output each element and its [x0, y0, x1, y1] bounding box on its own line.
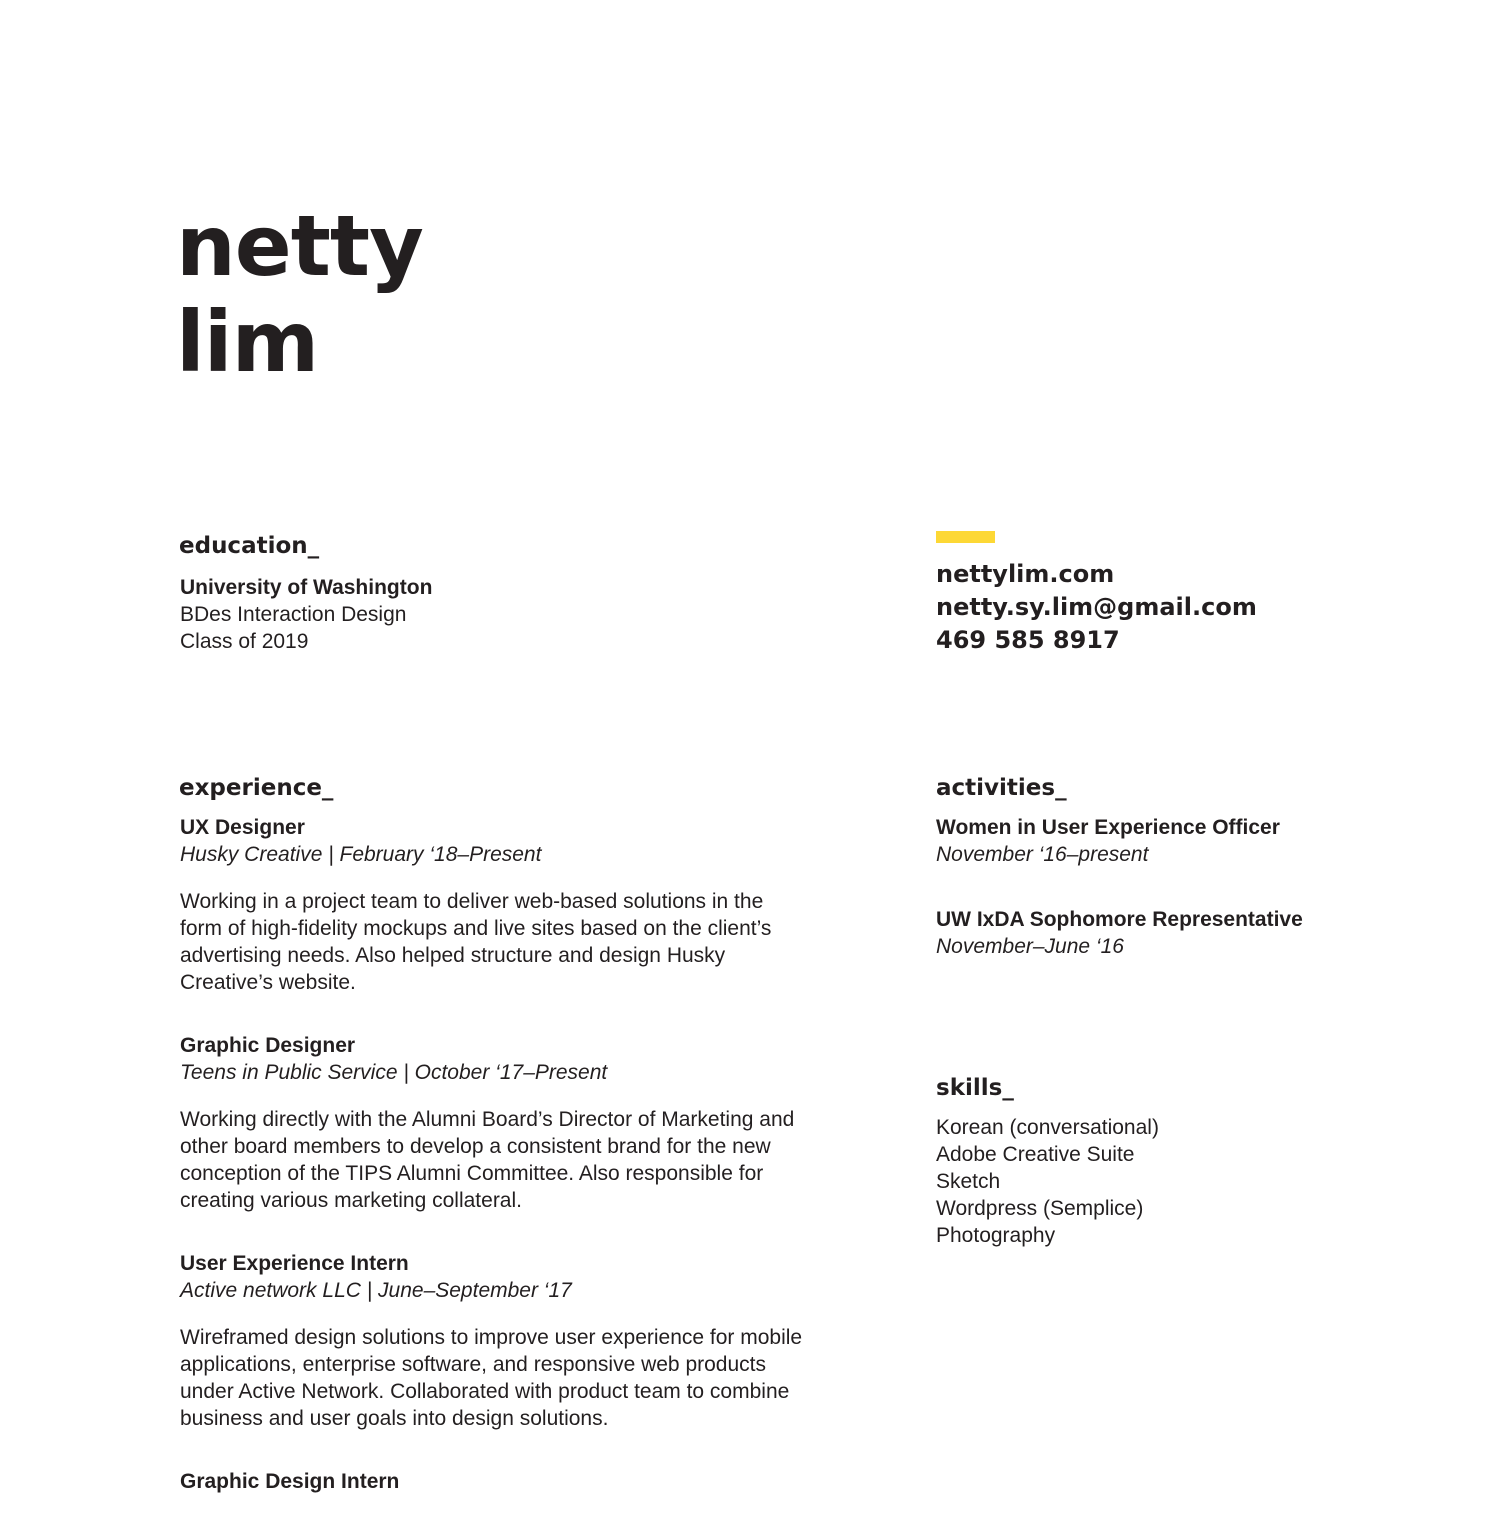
contact-block — [936, 558, 1257, 657]
skill-item: Wordpress (Semplice) — [936, 1197, 1144, 1220]
education-heading: education_ — [179, 533, 320, 559]
education-section — [179, 532, 432, 655]
education-details — [180, 574, 432, 655]
job-entry — [180, 1032, 810, 1214]
first-name: netty — [176, 197, 423, 295]
job-title: User Experience Intern — [180, 1252, 409, 1275]
activity-item — [936, 814, 1303, 868]
job-entry — [180, 1250, 810, 1432]
skills-list — [936, 1114, 1159, 1249]
graduation-class: Class of 2019 — [180, 630, 309, 653]
skill-item: Sketch — [936, 1170, 1001, 1193]
job-title: Graphic Designer — [180, 1034, 356, 1057]
degree: BDes Interaction Design — [180, 603, 407, 626]
job-meta: Active network LLC | June–September ‘17 — [180, 1279, 572, 1302]
activities-section — [936, 774, 1303, 998]
skills-section — [936, 1074, 1159, 1249]
skill-item: Adobe Creative Suite — [936, 1143, 1135, 1166]
activity-title: Women in User Experience Officer — [936, 816, 1280, 839]
activity-item — [936, 906, 1303, 960]
resume-name — [176, 198, 423, 390]
skill-item: Photography — [936, 1224, 1056, 1247]
last-name: lim — [176, 293, 319, 391]
skill-item: Korean (conversational) — [936, 1116, 1159, 1139]
phone-number: 469 585 8917 — [936, 626, 1120, 654]
accent-bar — [936, 531, 995, 543]
job-description: Wireframed design solutions to improve user experience for mobile applications, enterprise software, and responsive web products under Active Network. Collaborated with product team to combine business and user goals into design solutions. — [180, 1326, 803, 1430]
experience-list — [180, 814, 810, 1495]
job-entry — [180, 814, 810, 996]
job-description: Working directly with the Alumni Board’s Director of Marketing and other board members to develop a consistent brand for the new conception of the TIPS Alumni Committee. Also responsible for creating various marketing collateral. — [180, 1108, 795, 1212]
job-title: Graphic Design Intern — [180, 1470, 400, 1493]
email-link[interactable]: netty.sy.lim@gmail.com — [936, 593, 1257, 621]
activity-title: UW IxDA Sophomore Representative — [936, 908, 1303, 931]
job-title: UX Designer — [180, 816, 305, 839]
school-name: University of Washington — [180, 576, 433, 599]
experience-heading: experience_ — [179, 775, 334, 801]
skills-heading: skills_ — [936, 1075, 1014, 1101]
job-meta: Husky Creative | February ‘18–Present — [180, 843, 542, 866]
experience-section — [179, 774, 810, 1531]
website-link[interactable]: nettylim.com — [936, 560, 1115, 588]
job-description: Working in a project team to deliver web-based solutions in the form of high-fidelity mockups and live sites based on the client’s advertising needs. Also helped structure and design Husky Creative’s website. — [180, 890, 772, 994]
activities-heading: activities_ — [936, 775, 1067, 801]
job-meta: Teens in Public Service | October ‘17–Present — [180, 1061, 608, 1084]
activity-dates: November–June ‘16 — [936, 935, 1124, 958]
activity-dates: November ‘16–present — [936, 843, 1149, 866]
activities-list — [936, 814, 1303, 960]
job-entry — [180, 1468, 810, 1495]
